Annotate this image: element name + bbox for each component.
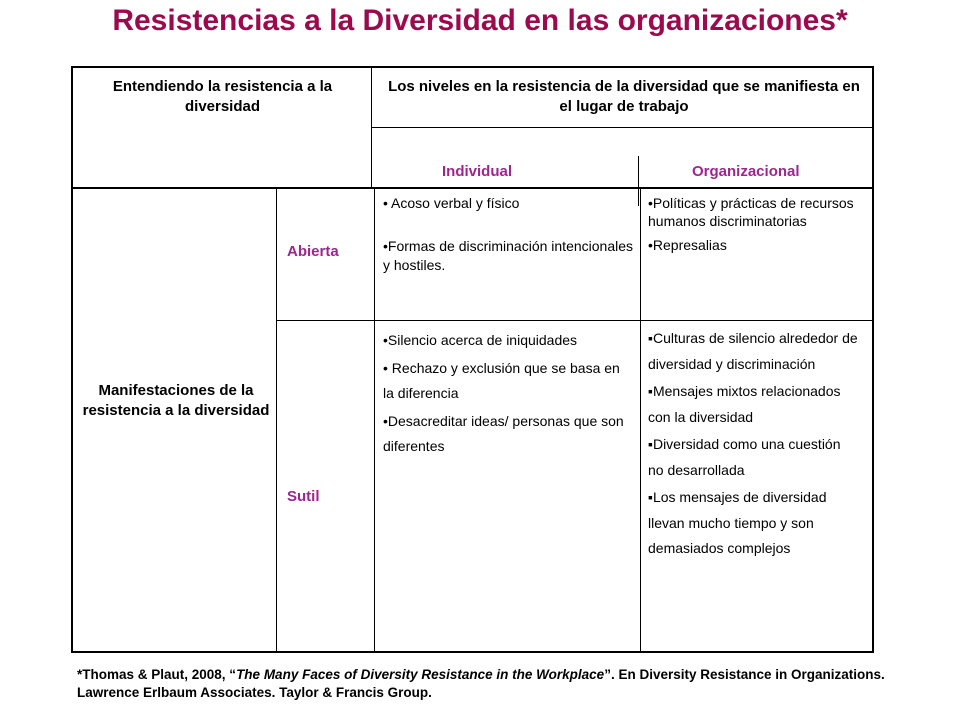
list-item: ▪Diversidad como una cuestión no desarrollada [648, 436, 841, 478]
list-item: •Políticas y prácticas de recursos humanos discriminatorias [648, 195, 854, 229]
citation [77, 666, 907, 702]
divider [276, 320, 874, 321]
list-item: ▪Los mensajes de diversidad llevan mucho tiempo y son demasiados complejos [648, 489, 827, 556]
column-organizacional: Organizacional [692, 163, 800, 180]
citation-suffix: ”. En Diversity Resistance in Organizations. Lawrence Erlbaum Associates. Taylor & Francis Group. [77, 667, 885, 700]
header-left: Entendiendo la resistencia a la diversidad [112, 78, 333, 115]
divider [638, 156, 639, 206]
page-title: Resistencias a la Diversidad en las organizaciones* [112, 4, 848, 37]
cell-sutil-organizacional [648, 326, 858, 562]
divider [640, 188, 641, 653]
list-item: •Represalias [648, 237, 727, 253]
divider [71, 187, 874, 189]
list-item: •Silencio acerca de iniquidades [383, 332, 578, 348]
list-item: • Rechazo y exclusión que se basa en la diferencia [383, 360, 620, 401]
list-item: • Acoso verbal y físico [383, 195, 520, 211]
level-abierta: Abierta [287, 243, 339, 260]
header-right: Los niveles en la resistencia de la diversidad que se manifiesta en el lugar de trabajo [388, 78, 860, 115]
citation-title: The Many Faces of Diversity Resistance in the Workplace [236, 667, 605, 682]
level-sutil: Sutil [287, 488, 320, 505]
list-item: ▪Mensajes mixtos relacionados con la diversidad [648, 383, 841, 425]
divider [371, 66, 372, 188]
divider [276, 188, 277, 653]
divider [372, 127, 874, 128]
list-item: ▪Culturas de silencio alrededor de diversidad y discriminación [648, 330, 858, 372]
divider [374, 188, 375, 653]
list-item: •Formas de discriminación intencionales y hostiles. [383, 238, 634, 273]
row-label: Manifestaciones de la resistencia a la diversidad [82, 382, 270, 419]
cell-abierta-individual [383, 194, 633, 275]
list-item: •Desacreditar ideas/ personas que son diferentes [383, 413, 624, 454]
cell-sutil-individual [383, 328, 631, 459]
cell-abierta-organizacional [648, 194, 863, 254]
citation-prefix: *Thomas & Plaut, 2008, “ [77, 667, 237, 682]
column-individual: Individual [442, 163, 513, 180]
